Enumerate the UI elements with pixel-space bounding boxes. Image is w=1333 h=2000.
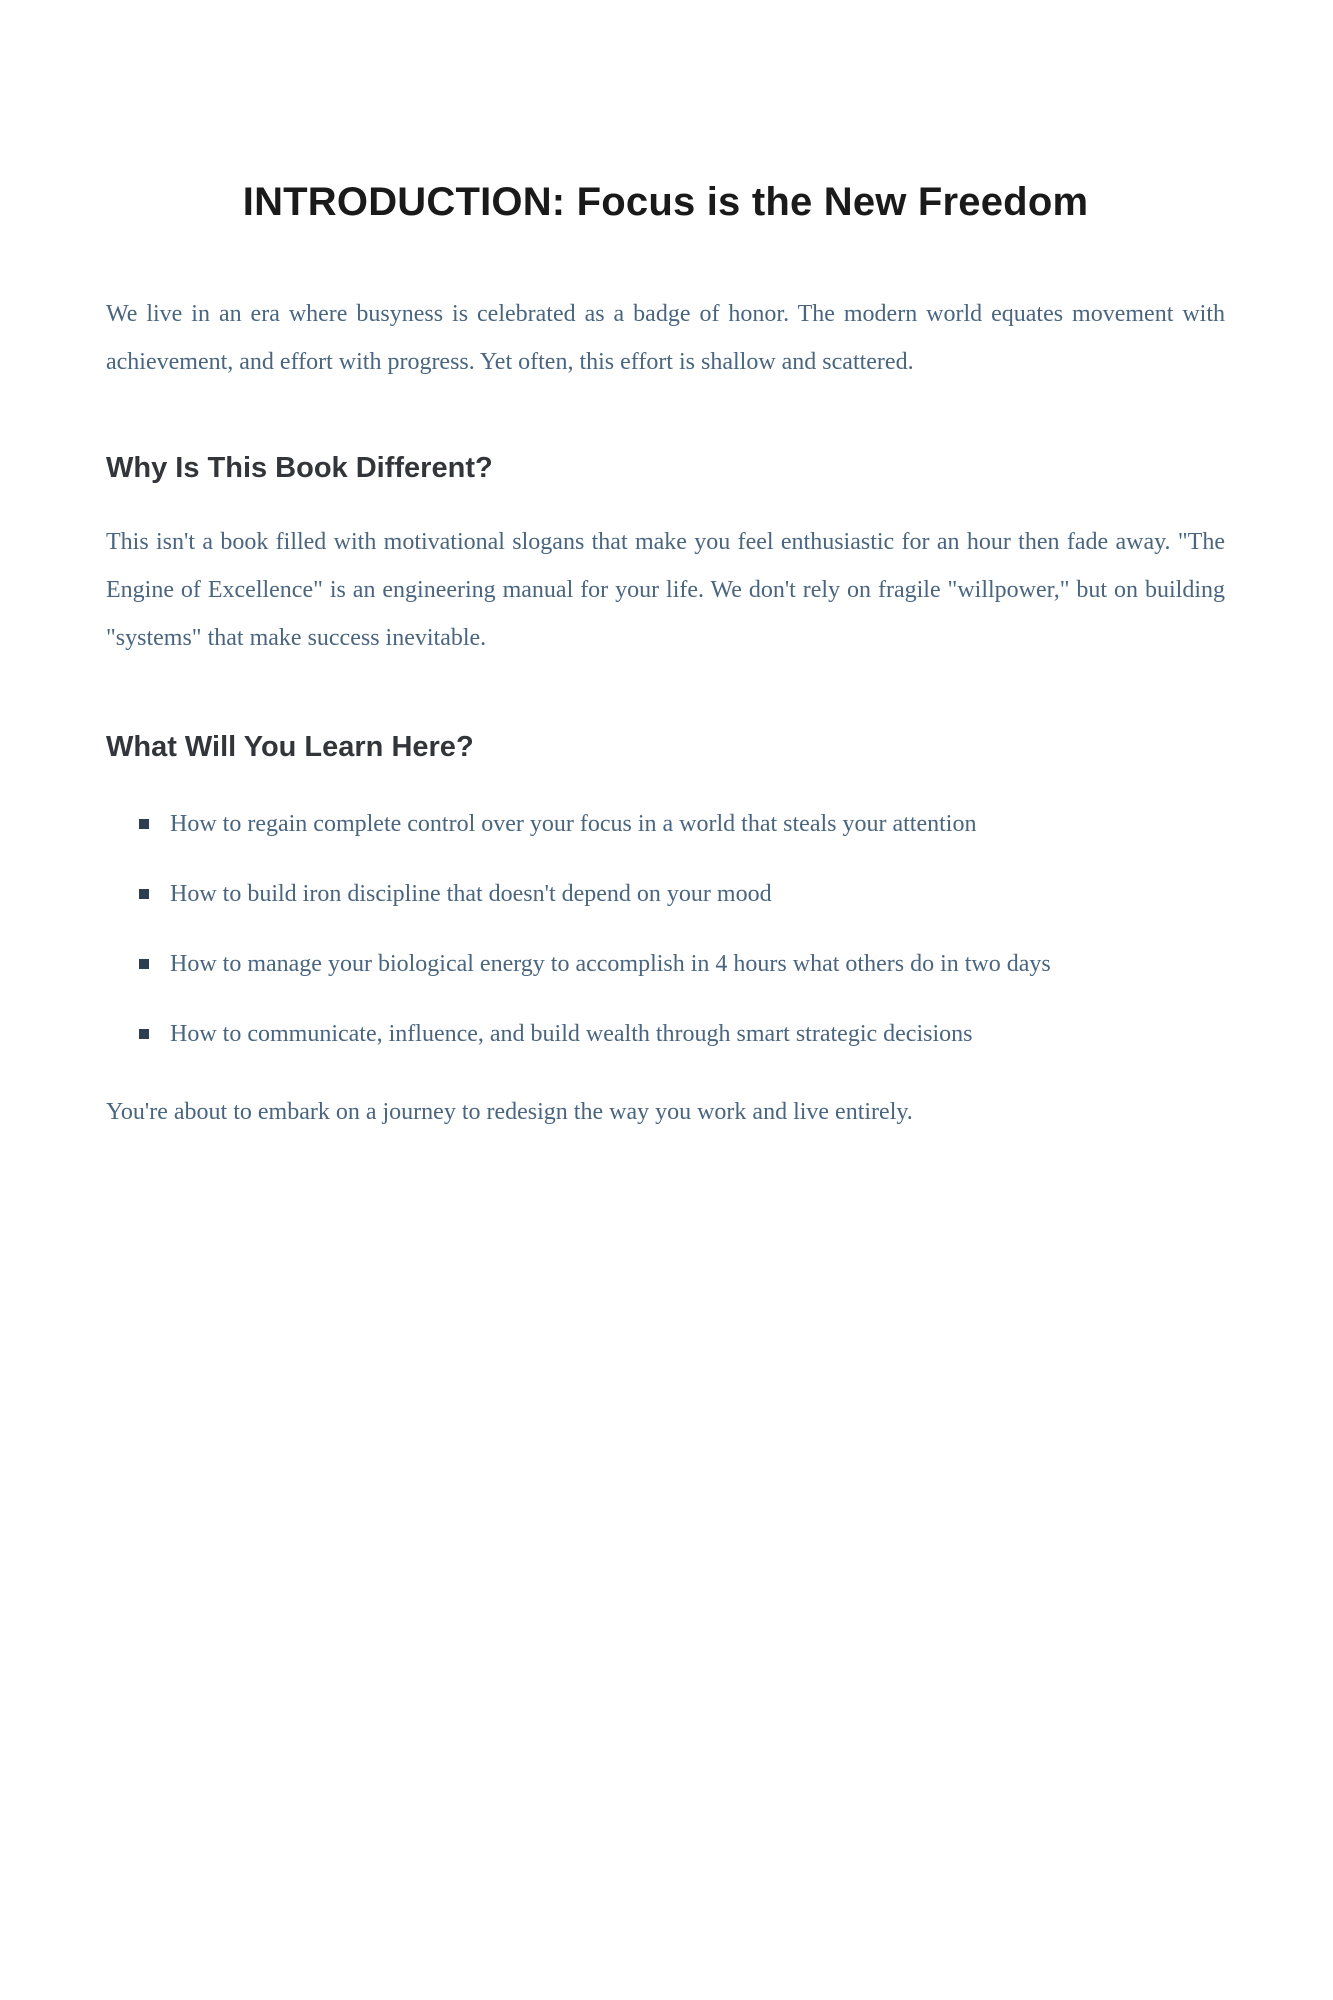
section-paragraph-why-different: This isn't a book filled with motivational slogans that make you feel enthusiastic for an hour then fade away. "The Engine of Excellence" is an engineering manual for your life. We don't rely on fragile "willpower," but on building "systems" that make success inevitable. — [106, 529, 1225, 651]
list-item-text: How to build iron discipline that doesn't depend on your mood — [170, 881, 772, 907]
square-bullet-icon — [139, 959, 149, 969]
intro-paragraph: We live in an era where busyness is celebrated as a badge of honor. The modern world equates movement with achievement, and effort with progress. Yet often, this effort is shallow and scattered. — [106, 301, 1225, 375]
list-item-text: How to regain complete control over your focus in a world that steals your attention — [170, 811, 977, 837]
page-title: INTRODUCTION: Focus is the New Freedom — [242, 180, 1089, 224]
square-bullet-icon — [139, 819, 149, 829]
closing-paragraph: You're about to embark on a journey to redesign the way you work and live entirely. — [106, 1099, 913, 1125]
square-bullet-icon — [139, 889, 149, 899]
learning-points-list — [106, 800, 1225, 1058]
section-heading-what-learn: What Will You Learn Here? — [106, 731, 474, 763]
list-item — [170, 800, 1225, 848]
list-item — [170, 1010, 1225, 1058]
square-bullet-icon — [139, 1029, 149, 1039]
list-item-text: How to communicate, influence, and build wealth through smart strategic decisions — [170, 1021, 973, 1047]
list-item — [170, 870, 1225, 918]
list-item-text: How to manage your biological energy to accomplish in 4 hours what others do in two days — [170, 951, 1051, 977]
section-heading-why-different: Why Is This Book Different? — [106, 452, 493, 484]
list-item — [170, 940, 1225, 988]
